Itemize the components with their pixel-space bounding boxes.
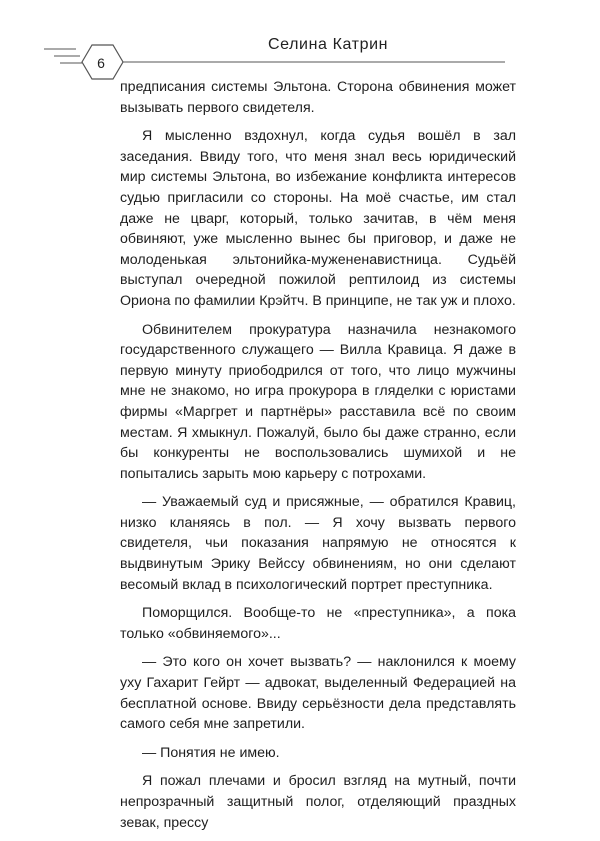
paragraph: — Это кого он хочет вызвать? — наклонился к моему уху Гахарит Гейрт — адвокат, выделенный Федерацией на бесплатной основе. Ввиду серьёзности дела представлять самого себя мне запретили. [120,654,516,733]
paragraph: Поморщился. Вообще-то не «преступника», а пока только «обвиняемого»... [120,605,516,642]
body-text [120,77,516,841]
page-number: 6 [97,55,105,71]
paragraph: Я мысленно вздохнул, когда судья вошёл в зал заседания. Ввиду того, что меня знал весь юридический мир системы Эльтона, во избежание конфликта интересов судью пригласили со стороны. На моё счастье, им стал даже не цварг, который, только зачитав, в чём меня обвиняют, уже мысленно вынес бы приговор, и даже не молоденькая эльтонийка-мужененавистница. Судьёй выступал очередной пожилой рептилоид из системы Ориона по фамилии Крэйтч. В принципе, не так уж и плохо. [120,128,516,309]
paragraph: предписания системы Эльтона. Сторона обвинения может вызывать первого свидетеля. [120,79,516,116]
paragraph: — Уважаемый суд и присяжные, — обратился Кравиц, низко кланяясь в пол. — Я хочу вызвать первого свидетеля, чьи показания напрямую не относятся к выдвинутым Эрику Вейссу обвинениям, но они сделают весомый вклад в психологический портрет преступника. [120,494,516,593]
paragraph: Обвинителем прокуратура назначила незнакомого государственного служащего — Вилла Кравица. Я даже в первую минуту приободрился от того, что лицо мужчины мне не знакомо, но игра прокурора в гляделки с юристами фирмы «Маргрет и партнёры» расставила всё по своим местам. Я хмыкнул. Пожалуй, было бы даже странно, если бы конкуренты не воспользовались шумихой и не попытались зарыть мою карьеру с потрохами. [120,321,516,482]
running-title: Селина Катрин [268,36,389,53]
paragraph: — Понятия не имею. [142,744,280,761]
paragraph: Я пожал плечами и бросил взгляд на мутный, почти непрозрачный защитный полог, отделяющий праздных зевак, прессу [120,773,516,831]
